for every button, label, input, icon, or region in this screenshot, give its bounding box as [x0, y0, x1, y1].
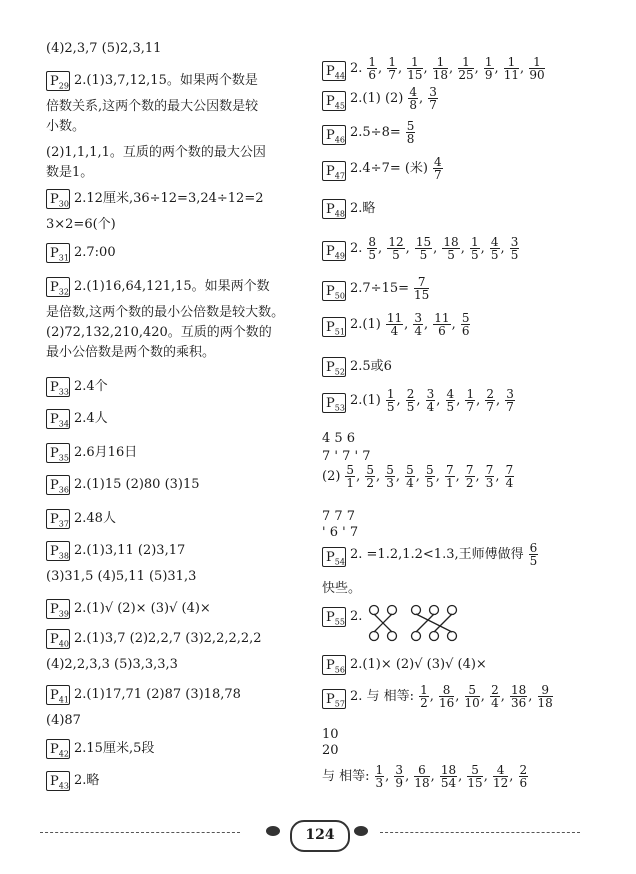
page-ref-box: $P_{54}$ [322, 547, 346, 567]
fraction: $\frac{3}{4}$ [426, 387, 435, 414]
fraction: $\frac{1}{7}$ [388, 55, 396, 82]
fraction: $\frac{4}{12}$ [492, 763, 509, 790]
page-ref-box: $P_{43}$ [46, 771, 70, 791]
fraction: $\frac{1}{90}$ [529, 55, 545, 82]
fraction: $\frac{3}{9}$ [395, 763, 404, 790]
answer-line: 2.(1)√ (2)× (3)√ (4)× [74, 601, 211, 616]
page-ref-box: $P_{34}$ [46, 409, 70, 429]
fraction: $\frac{1}{3}$ [375, 763, 384, 790]
fraction: $\frac{7}{4}$ [505, 463, 514, 490]
answer-line [322, 524, 358, 542]
fraction: $\frac{6}{5}$ [529, 541, 538, 568]
answer-line [350, 276, 430, 301]
fraction-group: $\frac{4}{8}$ , $\frac{3}{7}$ [409, 85, 437, 112]
answer-line: 2.(1)3,11 (2)3,17 [74, 543, 186, 558]
fraction: $\frac{3}{7}$ [429, 85, 437, 112]
fraction: $\frac{8}{5}$ [368, 235, 377, 262]
footer-dash-left [40, 832, 240, 833]
page-ref-box: $P_{40}$ [46, 629, 70, 649]
answer-line: 数是1。 [46, 165, 94, 180]
answer-text: 2. 与 相等: [350, 689, 415, 704]
answer-line: 2.48人 [74, 511, 116, 526]
answer-text: 7 ' 7 ' 7 [322, 449, 371, 464]
answer-line: 最小公倍数是两个数的乘积。 [46, 345, 216, 360]
answer-line: 2.7:00 [74, 245, 116, 260]
answer-line: 2.15厘米,5段 [74, 741, 155, 756]
footer-dash-right [380, 832, 580, 833]
fraction: $\frac{7}{15}$ [414, 275, 430, 302]
answer-line: (2)1,1,1,1。互质的两个数的最大公因 [46, 145, 266, 160]
fraction: $\frac{6}{18}$ [414, 763, 430, 790]
answer-line: 2.(1)15 (2)80 (3)15 [74, 477, 200, 492]
answer-text: 2.5÷8= [350, 125, 401, 140]
answer-line [350, 358, 392, 376]
fraction: $\frac{5}{5}$ [426, 463, 434, 490]
answer-text: 4 5 6 [322, 431, 356, 446]
answer-text: 2.略 [350, 201, 376, 216]
answer-line: (4)87 [46, 713, 81, 728]
answer-line [350, 388, 516, 413]
answer-text: (2) [322, 469, 341, 484]
answer-text: 快些。 [322, 581, 362, 596]
page-ref-box: $P_{32}$ [46, 277, 70, 297]
fraction: $\frac{9}{18}$ [537, 683, 553, 710]
fraction: $\frac{18}{5}$ [443, 235, 459, 262]
page-ref-box: $P_{44}$ [322, 61, 346, 81]
answer-line [350, 86, 439, 111]
answer-line: 是倍数,这两个数的最小公倍数是较大数。 [46, 305, 285, 320]
fraction-group: $\frac{1}{6}$ , $\frac{1}{7}$ , $\frac{1}{15}$ , $\frac{1}{18}$ , $\frac{1}{25}$ , $\frac{1}{9}$ , $\frac{1}{11}$ , $\frac{1}{90}$ [368, 55, 545, 82]
answer-line [322, 580, 361, 598]
answer-line: 小数。 [46, 119, 86, 134]
fraction: $\frac{3}{7}$ [506, 387, 514, 414]
answer-line: (4)2,3,7 (5)2,3,11 [46, 41, 162, 56]
page-ref-box: $P_{56}$ [322, 655, 346, 675]
answer-line: 2.(1)16,64,121,15。如果两个数 [74, 279, 270, 294]
answer-text: 2.5或6 [350, 359, 392, 374]
page-ref-box: $P_{31}$ [46, 243, 70, 263]
answer-text: 2. [350, 609, 363, 624]
fraction: $\frac{1}{9}$ [484, 55, 493, 82]
page-ref-box: $P_{48}$ [322, 199, 346, 219]
fraction: $\frac{5}{15}$ [467, 763, 483, 790]
matching-diagram [368, 604, 478, 644]
answer-line [350, 684, 554, 709]
answer-line [322, 742, 339, 760]
answer-line [350, 200, 375, 218]
page-ref-box: $P_{52}$ [322, 357, 346, 377]
fraction: $\frac{1}{5}$ [386, 387, 395, 414]
fraction: $\frac{4}{8}$ [409, 85, 418, 112]
fraction: $\frac{7}{3}$ [485, 463, 494, 490]
page-ref-box: $P_{50}$ [322, 281, 346, 301]
fraction-group [528, 541, 540, 568]
answer-line: 2.略 [74, 773, 100, 788]
answer-line: 倍数关系,这两个数的最大公因数是较 [46, 99, 259, 114]
fraction: $\frac{1}{7}$ [466, 387, 475, 414]
answer-text: 2.4÷7= (米) [350, 161, 429, 176]
fraction: $\frac{5}{10}$ [464, 683, 480, 710]
page-ref-box: $P_{38}$ [46, 541, 70, 561]
page-ref-box: $P_{37}$ [46, 509, 70, 529]
fraction: $\frac{5}{8}$ [406, 119, 415, 146]
fraction: $\frac{2}{5}$ [406, 387, 415, 414]
fraction: $\frac{3}{4}$ [414, 311, 423, 338]
page-ref-box: $P_{42}$ [46, 739, 70, 759]
answer-line [322, 430, 355, 448]
fraction: $\frac{1}{2}$ [420, 683, 428, 710]
page-ref-box: $P_{29}$ [46, 71, 70, 91]
answer-line [322, 764, 529, 789]
answer-line: 2.(1)3,7,12,15。如果两个数是 [74, 73, 258, 88]
answer-line: (3)31,5 (4)5,11 (5)31,3 [46, 569, 197, 584]
answer-line: 2.(1)17,71 (2)87 (3)18,78 [74, 687, 241, 702]
answer-line: 2.4个 [74, 379, 108, 394]
fraction-group: $\frac{5}{1}$ , $\frac{5}{2}$ , $\frac{5}{3}$ , $\frac{5}{4}$ , $\frac{5}{5}$ , $\frac{7}{1}$ , $\frac{7}{2}$ , $\frac{7}{3}$ , $\frac{7}{4}$ [346, 463, 514, 490]
answer-line [350, 236, 520, 261]
answer-text: 20 [322, 743, 339, 758]
fraction: $\frac{5}{4}$ [406, 463, 414, 490]
fraction: $\frac{1}{25}$ [458, 55, 474, 82]
page-ref-box: $P_{45}$ [322, 91, 346, 111]
footer-ornament-left [266, 826, 280, 836]
answer-line: 2.(1)3,7 (2)2,2,7 (3)2,2,2,2,2 [74, 631, 262, 646]
fraction: $\frac{18}{36}$ [510, 683, 527, 710]
fraction-group [432, 155, 444, 182]
fraction-group: $\frac{11}{4}$ , $\frac{3}{4}$ , $\frac{11}{6}$ , $\frac{5}{6}$ [386, 311, 470, 338]
fraction-group: $\frac{1}{3}$ , $\frac{3}{9}$ , $\frac{6}{18}$ , $\frac{18}{54}$ , $\frac{5}{15}$ , $\frac{4}{12}$ , $\frac{2}{6}$ [375, 763, 528, 790]
page-ref-box: $P_{30}$ [46, 189, 70, 209]
answer-line: 2.6月16日 [74, 445, 138, 460]
answer-line [350, 656, 487, 674]
page-ref-box: $P_{49}$ [322, 241, 346, 261]
page-ref-box: $P_{41}$ [46, 685, 70, 705]
answer-text: 10 [322, 727, 339, 742]
page-ref-box: $P_{33}$ [46, 377, 70, 397]
fraction: $\frac{3}{5}$ [510, 235, 519, 262]
page-ref-box: $P_{51}$ [322, 317, 346, 337]
answer-line [350, 608, 362, 626]
fraction: $\frac{2}{4}$ [491, 683, 499, 710]
fraction: $\frac{1}{11}$ [503, 55, 520, 82]
answer-line: 2.12厘米,36÷12=3,24÷12=2 [74, 191, 264, 206]
page-number: 124 [290, 820, 350, 852]
page-ref-box: $P_{39}$ [46, 599, 70, 619]
fraction: $\frac{4}{5}$ [490, 235, 499, 262]
fraction: $\frac{1}{5}$ [470, 235, 479, 262]
fraction: $\frac{1}{15}$ [407, 55, 423, 82]
answer-text: ' 6 ' 7 [322, 525, 359, 540]
page-ref-box: $P_{46}$ [322, 125, 346, 145]
fraction: $\frac{2}{6}$ [519, 763, 528, 790]
fraction-group: $\frac{1}{5}$ , $\frac{2}{5}$ , $\frac{3}{4}$ , $\frac{4}{5}$ , $\frac{1}{7}$ , $\frac{2}{7}$ , $\frac{3}{7}$ [386, 387, 514, 414]
page-ref-box: $P_{35}$ [46, 443, 70, 463]
fraction: $\frac{4}{7}$ [434, 155, 442, 182]
fraction: $\frac{7}{1}$ [445, 463, 454, 490]
fraction: $\frac{1}{18}$ [432, 55, 449, 82]
fraction-group: $\frac{8}{5}$ , $\frac{12}{5}$ , $\frac{15}{5}$ , $\frac{18}{5}$ , $\frac{1}{5}$ , $\frac{4}{5}$ , $\frac{3}{5}$ [368, 235, 519, 262]
answer-text: 2. =1.2,1.2<1.3,王师傅做得 [350, 547, 524, 562]
fraction: $\frac{11}{4}$ [386, 311, 403, 338]
answer-text: 与 相等: [322, 769, 370, 784]
answer-text: 2.7÷15= [350, 281, 410, 296]
fraction: $\frac{11}{6}$ [434, 311, 450, 338]
fraction: $\frac{5}{6}$ [461, 311, 470, 338]
page-footer [40, 812, 596, 852]
answer-line: (2)72,132,210,420。互质的两个数的 [46, 325, 272, 340]
answer-text: 2.(1) [350, 393, 381, 408]
answer-text: 2. [350, 61, 363, 76]
answer-text: 2.(1)× (2)√ (3)√ (4)× [350, 657, 487, 672]
page-ref-box: $P_{57}$ [322, 689, 346, 709]
answer-line [350, 56, 546, 81]
answer-line: (4)2,2,3,3 (5)3,3,3,3 [46, 657, 178, 672]
answer-line [350, 120, 416, 145]
answer-line: 2.4人 [74, 411, 108, 426]
fraction: $\frac{1}{6}$ [368, 55, 377, 82]
fraction: $\frac{5}{2}$ [366, 463, 374, 490]
fraction-group [413, 275, 430, 302]
answer-line [350, 542, 539, 567]
fraction: $\frac{8}{16}$ [438, 683, 455, 710]
answer-text: 2.(1) (2) [350, 91, 404, 106]
fraction: $\frac{5}{3}$ [386, 463, 394, 490]
answer-line: 3×2=6(个) [46, 217, 116, 232]
page-ref-box: $P_{55}$ [322, 607, 346, 627]
fraction-group: $\frac{1}{2}$ , $\frac{8}{16}$ , $\frac{5}{10}$ , $\frac{2}{4}$ , $\frac{18}{36}$ , $\frac{9}{18}$ [420, 683, 553, 710]
fraction: $\frac{15}{5}$ [415, 235, 432, 262]
fraction: $\frac{7}{2}$ [465, 463, 474, 490]
page-ref-box: $P_{53}$ [322, 393, 346, 413]
fraction: $\frac{5}{1}$ [346, 463, 355, 490]
fraction: $\frac{12}{5}$ [388, 235, 404, 262]
answer-text: 7 7 7 [322, 509, 356, 524]
answer-text: 2.(1) [350, 317, 381, 332]
answer-line [350, 312, 471, 337]
answer-line [350, 156, 444, 181]
page-ref-box: $P_{47}$ [322, 161, 346, 181]
footer-ornament-right [354, 826, 368, 836]
answer-text: 2. [350, 241, 363, 256]
fraction-group [405, 119, 417, 146]
fraction: $\frac{4}{5}$ [446, 387, 455, 414]
fraction: $\frac{18}{54}$ [440, 763, 457, 790]
answer-line [322, 464, 515, 489]
fraction: $\frac{2}{7}$ [486, 387, 494, 414]
page-ref-box: $P_{36}$ [46, 475, 70, 495]
